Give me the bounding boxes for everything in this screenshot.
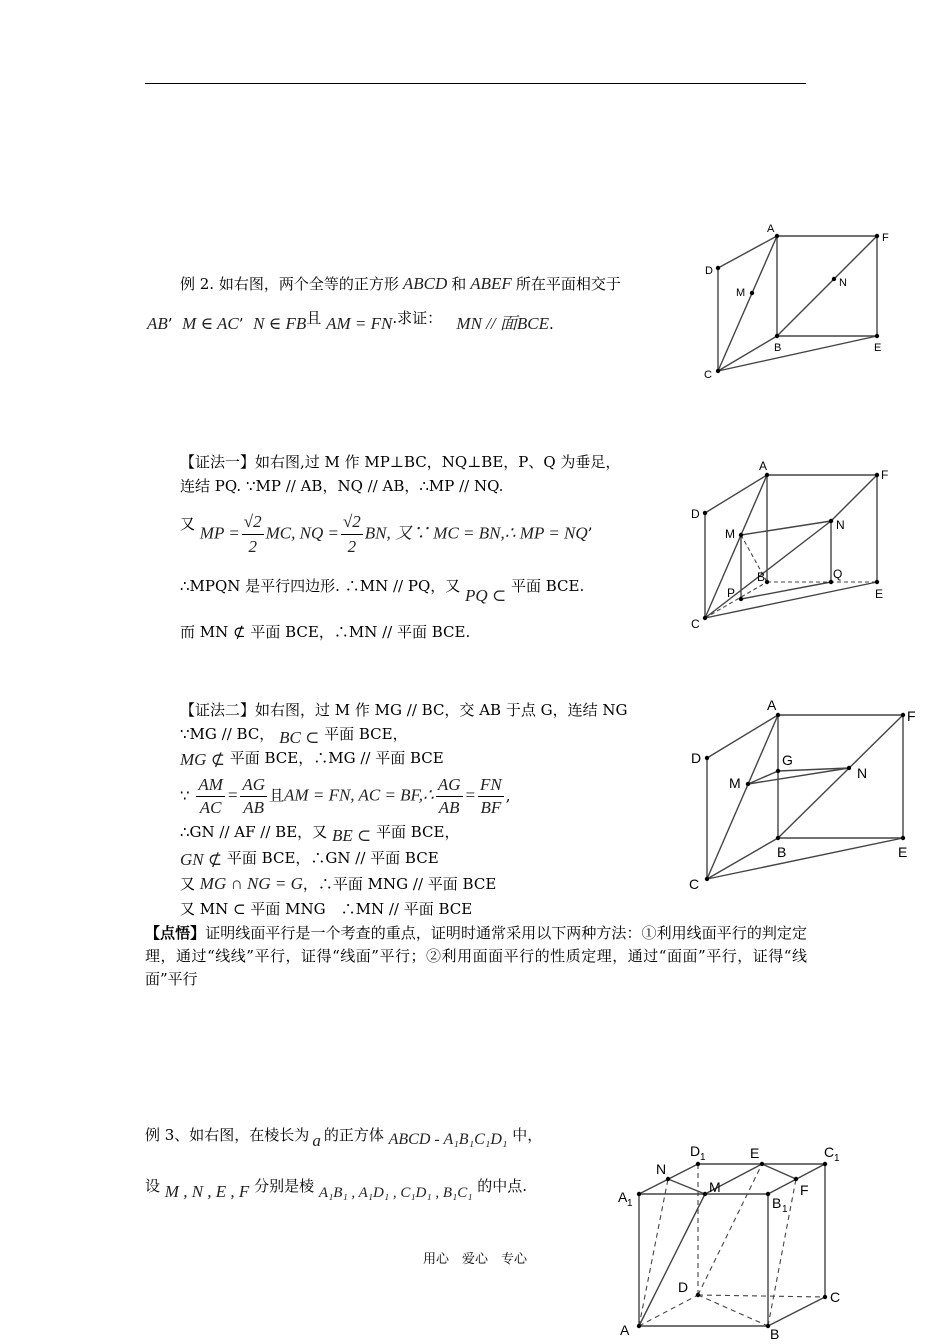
proof1-line3: 又 MP = $\frac{√2}{2}$ MC, NQ = $\frac{√2}{2}$ BN, 又∵ MC = BN,∴ MP = NQ’ [180,512,593,556]
figure-proof1 [685,458,895,633]
svg-text:D: D [705,265,713,277]
proof2-line4: ∵ $\frac{AM}{AC}$ = $\frac{AG}{AB}$ 且AM = FN, AC = BF,∴ $\frac{AG}{AB}$ = $\frac{FN}{BF}$ , [180,775,511,817]
proof2-line3: MG ⊄ 平面 BCE，∴MG // 平面 BCE [180,749,444,769]
svg-text:A: A [618,1189,628,1205]
svg-text:C: C [691,617,700,631]
svg-text:1: 1 [782,1204,788,1215]
svg-text:E: E [750,1145,760,1161]
svg-text:E: E [875,587,884,601]
svg-text:N: N [839,277,847,289]
proof2-line8: 又 MN ⊂ 平面 MNG ∴MN // 平面 BCE [180,900,473,918]
svg-text:C: C [824,1144,835,1160]
svg-text:1: 1 [700,1152,706,1163]
proof1-line1: 【证法一】如右图,过 M 作 MP⊥BC，NQ⊥BE，P、Q 为垂足， [180,453,621,471]
header-rule [145,83,806,84]
svg-text:B: B [772,1195,782,1211]
svg-text:F: F [800,1182,809,1198]
svg-text:B: B [770,1326,780,1342]
page-footer: 用心 爱心 专心 [422,1252,527,1267]
svg-text:C: C [704,369,712,381]
example2-line1: 例 2. 如右图，两个全等的正方形 ABCD 和 ABEF 所在平面相交于 [180,274,621,293]
proof2-line1: 【证法二】如右图，过 M 作 MG // BC，交 AB 于点 G，连结 NG [180,701,628,719]
proof1-line2: 连结 PQ. ∵MP // AB，NQ // AB，∴MP // NQ. [180,477,504,495]
svg-text:C: C [830,1289,841,1305]
proof2-line7: 又 MG ∩ NG = G，∴平面 MNG // 平面 BCE [180,874,497,893]
svg-text:M: M [729,775,741,791]
figure-example3-cube [610,1140,850,1340]
svg-text:D: D [691,750,702,766]
example3-line1: 例 3、如右图，在棱长为 a 的正方体 ABCD - A₁B₁C₁D₁ 中， [145,1126,543,1150]
proof1-line4: ∴MPQN 是平行四边形. ∴MN // PQ，又 PQ ⊂ 平面 BCE. [180,577,585,605]
svg-text:C: C [689,876,700,892]
svg-text:D: D [690,1143,701,1159]
svg-text:1: 1 [627,1198,633,1209]
svg-text:G: G [782,752,793,768]
svg-text:A: A [620,1322,630,1338]
svg-text:A: A [767,697,777,713]
svg-text:N: N [836,518,845,532]
svg-text:N: N [656,1161,667,1177]
svg-text:B: B [757,570,766,584]
proof2-line6: GN ⊄ 平面 BCE，∴GN // 平面 BCE [180,849,439,869]
insight-paragraph: 【点悟】证明线面平行是一个考查的重点，证明时通常采用以下两种方法：①利用线面平行的判定定理，通过“线线”平行，证得“线面”平行；②利用面面平行的性质定理，通过“面面”平行，证得“线面”平行 [145,924,807,988]
svg-text:B: B [777,844,787,860]
svg-text:1: 1 [834,1153,840,1164]
svg-text:B: B [774,342,782,354]
svg-text:D: D [691,507,700,521]
example3-line2: 设 M , N , E , F 分别是棱 A₁B₁ , A₁D₁ , C₁D₁ , B₁C₁ 的中点. [145,1177,527,1201]
svg-text:E: E [898,844,908,860]
svg-text:E: E [874,342,882,354]
svg-text:M: M [725,527,735,541]
svg-text:F: F [907,708,916,724]
proof2-line5: ∴GN // AF // BE，又 BE ⊂ 平面 BCE， [180,823,460,845]
svg-text:D: D [678,1279,689,1295]
example2-line2: AB’ M ∈ AC’ N ∈ FB且 AM = FN.求证： MN // 面BCE. [147,309,554,333]
svg-text:A: A [759,459,768,473]
figure-proof2 [685,695,920,895]
svg-text:F: F [882,232,889,244]
svg-text:M: M [709,1179,721,1195]
svg-text:F: F [881,468,889,482]
figure-example2 [700,220,900,385]
svg-text:N: N [857,765,868,781]
svg-text:M: M [736,287,746,299]
proof1-line5: 而 MN ⊄ 平面 BCE，∴MN // 平面 BCE. [180,623,471,641]
svg-text:P: P [727,586,736,600]
svg-text:Q: Q [833,567,843,581]
proof2-line2: ∵MG // BC， BC ⊂ 平面 BCE， [180,725,408,747]
svg-text:A: A [767,223,775,235]
